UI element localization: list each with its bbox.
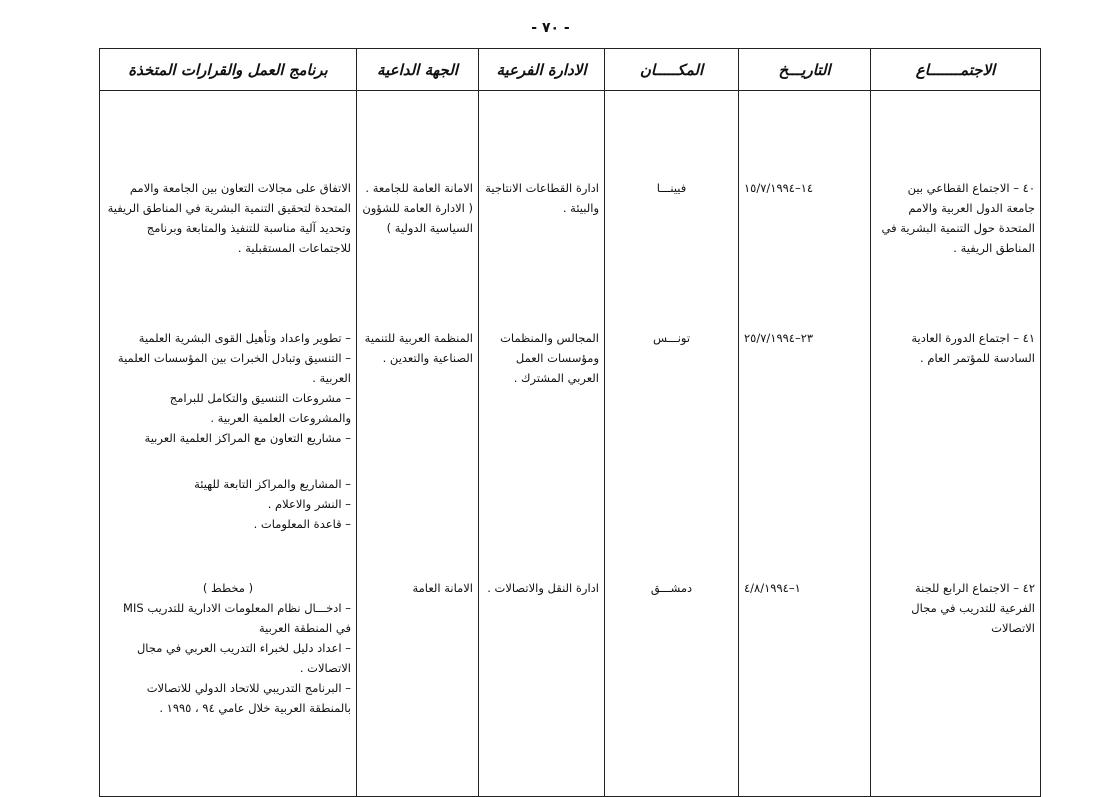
program-cell [105, 328, 351, 534]
sub-admin-cell: المجالس والمنظمات ومؤسسات العمل العربي المشترك . [500, 331, 599, 385]
header-program: برنامج العمل والقرارات المتخذة [100, 49, 357, 91]
header-inviting-body: الجهة الداعية [357, 49, 479, 91]
header-date: التاريـــخ [739, 49, 871, 91]
program-item: – اعداد دليل لخبراء التدريب العربي في مجال الاتصالات . [136, 641, 351, 675]
table-row [100, 91, 1041, 309]
table-row [100, 554, 1041, 797]
date-cell: ١–٤/٨/١٩٩٤ [744, 581, 801, 595]
inviting-body-cell: الامانة العامة للجامعة . ( الادارة العامة للشؤون السياسية الدولية ) [362, 181, 473, 235]
meeting-cell: ٤٢ – الاجتماع الرابع للجنة الفرعية للتدريب في مجال الاتصالات [911, 581, 1035, 635]
program-item: – ادخـــال نظام المعلومات الادارية للتدريب MIS في المنطقة العربية [123, 601, 351, 635]
place-cell: تونـــس [652, 331, 691, 345]
program-item: – مشروعات التنسيق والتكامل للبرامج والمشروعات العلمية العربية . [169, 391, 351, 425]
date-cell: ٢٣–٢٥/٧/١٩٩٤ [744, 331, 814, 345]
table-header-row [100, 49, 1041, 91]
header-sub-admin: الادارة الفرعية [479, 49, 605, 91]
header-meeting: الاجتمـــــــاع [871, 49, 1041, 91]
program-item: – تطوير واعداد وتأهيل القوى البشرية العلمية [138, 331, 351, 345]
program-item: – مشاريع التعاون مع المراكز العلمية العربية [144, 431, 351, 445]
sub-admin-cell: ادارة القطاعات الانتاجية والبيئة . [485, 181, 599, 215]
meeting-cell: ٤١ – اجتماع الدورة العادية السادسة للمؤتمر العام . [911, 331, 1035, 365]
program-item: – قاعدة المعلومات . [253, 517, 351, 531]
meetings-table [99, 48, 1041, 797]
date-cell: ١٤–١٥/٧/١٩٩٤ [744, 181, 814, 195]
program-item: – التنسيق وتبادل الخبرات بين المؤسسات العلمية العربية . [117, 351, 351, 385]
inviting-body-cell: الامانة العامة [412, 581, 473, 595]
table-row [100, 308, 1041, 554]
program-item: – النشر والاعلام . [267, 497, 351, 511]
program-status: ( مخطط ) [202, 581, 254, 595]
header-place: المكـــــان [605, 49, 739, 91]
page-number: - ٧٠ - [531, 20, 570, 36]
place-cell: فيينـــا [656, 181, 687, 195]
place-cell: دمشـــق [650, 581, 693, 595]
program-item: الاتفاق على مجالات التعاون بين الجامعة والامم المتحدة لتحقيق التنمية البشرية في المناطق الريفية وتحديد آلية مناسبة للتنفيذ والمتابعة وبرنامج للاجتماعات المستقبلية . [107, 181, 351, 255]
meeting-cell: ٤٠ – الاجتماع القطاعي بين جامعة الدول العربية والامم المتحدة حول التنمية البشرية في المناطق الريفية . [881, 181, 1035, 255]
program-spacer [105, 448, 351, 474]
sub-admin-cell: ادارة النقل والاتصالات . [487, 581, 599, 595]
program-item: – البرنامج التدريبي للاتحاد الدولي للاتصالات بالمنطقة العربية خلال عامي ٩٤ ، ١٩٩٥ . [146, 681, 351, 715]
program-cell [105, 578, 351, 718]
inviting-body-cell: المنظمة العربية للتنمية الصناعية والتعدين . [364, 331, 473, 365]
program-item: – المشاريع والمراكز التابعة للهيئة [194, 477, 351, 491]
program-cell [105, 178, 351, 258]
